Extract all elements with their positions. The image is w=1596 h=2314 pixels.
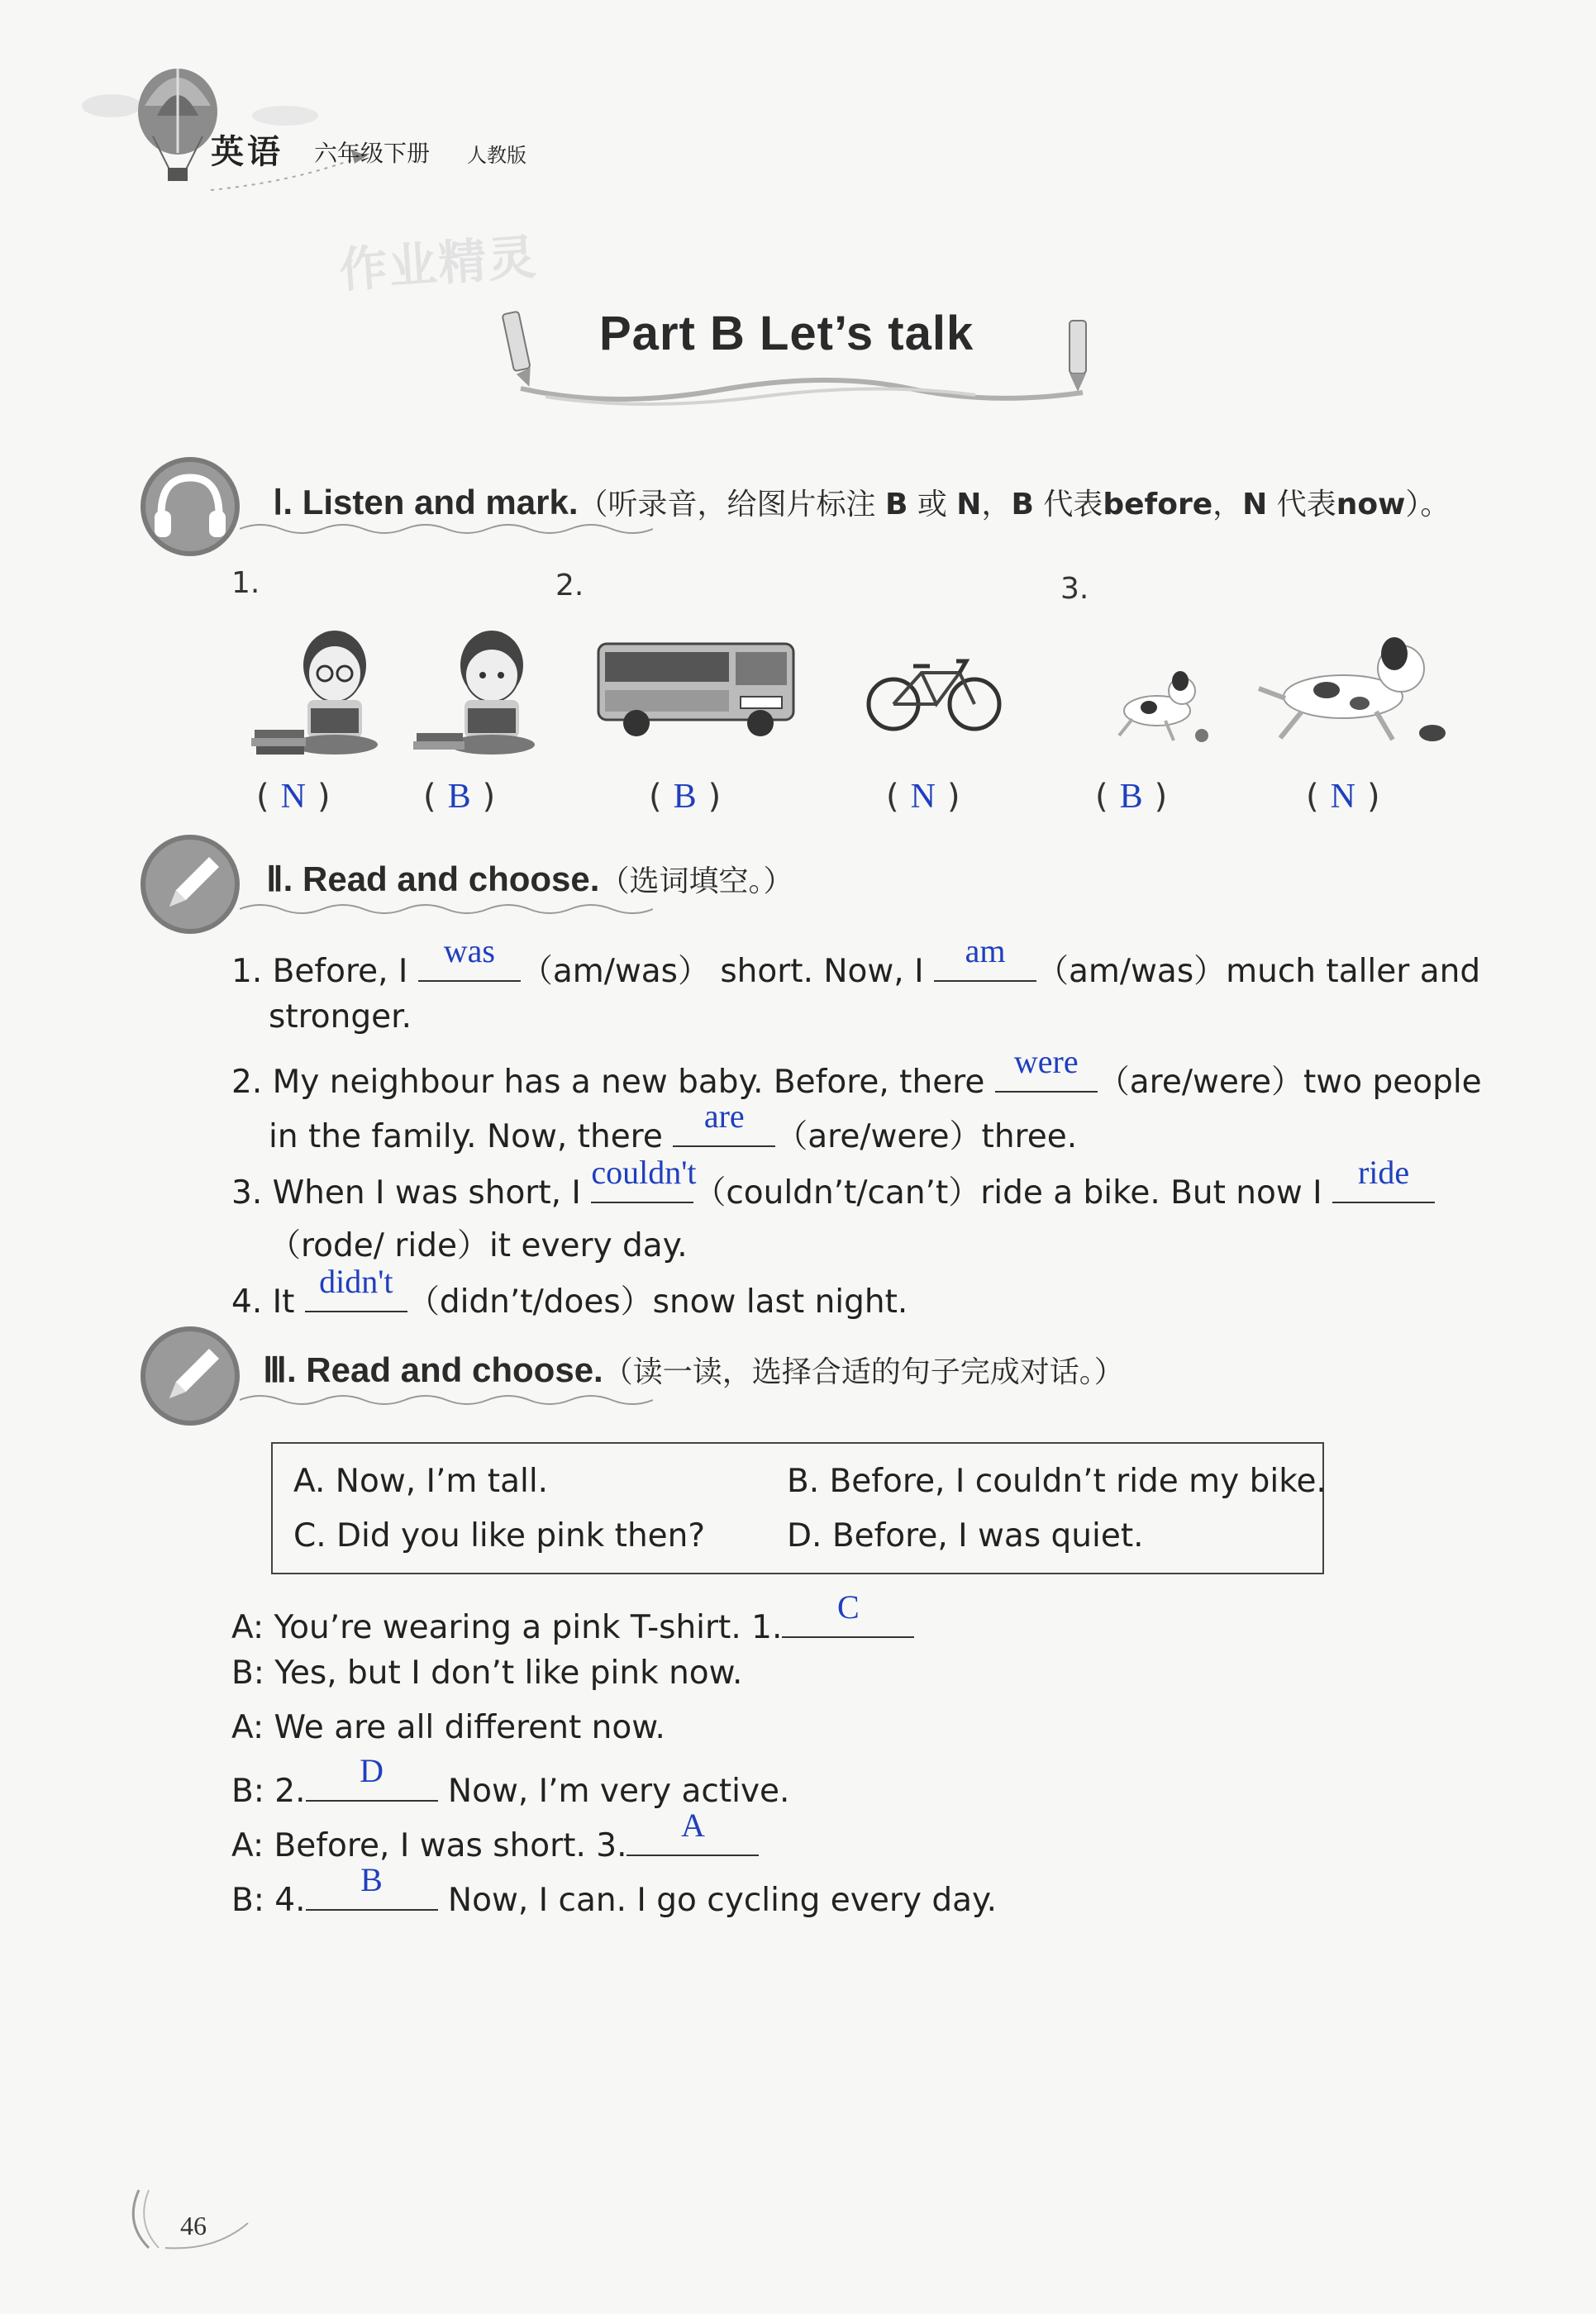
dialogue-line-2: B: Yes, but I don’t like pink now. — [231, 1655, 743, 1692]
section2-title — [266, 858, 793, 900]
bicycle-picture — [864, 645, 1004, 736]
answer-1-1: ( N ) — [256, 778, 331, 816]
answer-3-1-value: B — [1119, 778, 1143, 816]
blank-2-1-b[interactable]: am — [934, 944, 1036, 982]
question-2-1: 1. Before, I was （am/was） short. Now, I am （am/was）much taller and — [231, 932, 1481, 990]
section2-title-text: Ⅱ. Read and choose. — [266, 859, 600, 898]
section1-title-text: Ⅰ. Listen and mark. — [273, 483, 579, 521]
blank-2-2-a[interactable]: were — [995, 1055, 1098, 1093]
item-number-1: 1. — [231, 566, 260, 600]
blank-2-2-b[interactable]: are — [673, 1109, 775, 1147]
pencil-decoration-right-icon — [1058, 314, 1099, 397]
subject-label: 英语 — [211, 133, 283, 171]
dialogue-blank-4[interactable]: B — [306, 1873, 438, 1911]
dialogue-line-1: A: You’re wearing a pink T-shirt. 1. C — [231, 1600, 914, 1646]
option-b: B. Before, I couldn’t ride my bike. — [787, 1463, 1327, 1500]
section3-instruction: （读一读，选择合适的句子完成对话。） — [603, 1355, 1124, 1389]
boy-reading-picture-2 — [413, 607, 537, 760]
answer-3-1: ( B ) — [1095, 778, 1168, 816]
dialogue-line-4: B: 2. D Now, I’m very active. — [231, 1752, 790, 1810]
answer-2-1: ( B ) — [649, 778, 722, 816]
options-box — [271, 1442, 1324, 1574]
dialogue-blank-2[interactable]: D — [306, 1764, 438, 1802]
headphones-icon — [136, 453, 244, 560]
blank-2-1-a[interactable]: was — [418, 944, 521, 982]
pencil-circle-icon-2 — [136, 1322, 244, 1430]
answer-1-2-value: B — [447, 778, 471, 816]
answer-1-1-value: N — [280, 778, 306, 816]
question-2-2: 2. My neighbour has a new baby. Before, there were （are/were）two people — [231, 1043, 1482, 1101]
section1-instruction: （听录音，给图片标注 B 或 N，B 代表before，N 代表now）。 — [578, 488, 1451, 521]
answer-1-2: ( B ) — [423, 778, 496, 816]
question-2-2-cont: in the family. Now, there are （are/were）three. — [269, 1097, 1078, 1155]
answer-3-2-value: N — [1330, 778, 1355, 816]
option-a: A. Now, I’m tall. — [293, 1463, 549, 1500]
answer-2-1-value: B — [673, 778, 697, 816]
option-c: C. Did you like pink then? — [293, 1517, 706, 1555]
dialogue-blank-3[interactable]: A — [626, 1818, 759, 1856]
blank-2-3-b[interactable]: ride — [1332, 1165, 1435, 1203]
part-title: Part B Let’s talk — [599, 307, 974, 360]
section3-title — [263, 1349, 1124, 1391]
section3-divider — [240, 1392, 653, 1408]
answer-2-2: ( N ) — [886, 778, 960, 816]
question-2-4: 4. It didn't （didn’t/does）snow last night. — [231, 1263, 908, 1321]
section2-instruction: （选词填空。） — [599, 864, 793, 898]
page-number: 46 — [180, 2211, 207, 2240]
grade-label: 六年级下册 — [314, 140, 431, 167]
blank-2-4-a[interactable]: didn't — [305, 1274, 407, 1312]
dialogue-line-3: A: We are all different now. — [231, 1709, 665, 1746]
dialogue-line-6: B: 4. B Now, I can. I go cycling every day. — [231, 1861, 997, 1919]
section3-title-text: Ⅲ. Read and choose. — [263, 1350, 603, 1389]
bus-picture — [595, 632, 802, 744]
blank-2-3-a[interactable]: couldn't — [591, 1165, 693, 1203]
item-number-3: 3. — [1060, 572, 1089, 606]
edition-label: 人教版 — [467, 144, 526, 167]
section2-divider — [240, 901, 653, 917]
answer-3-2: ( N ) — [1306, 778, 1380, 816]
dialogue-blank-1[interactable]: C — [782, 1600, 914, 1638]
watermark: 作业精灵 — [337, 228, 540, 299]
question-2-1-cont: stronger. — [269, 998, 412, 1036]
section1-divider — [240, 521, 653, 537]
pencil-circle-icon — [136, 831, 244, 938]
option-d: D. Before, I was quiet. — [787, 1517, 1144, 1555]
question-2-3-cont: （rode/ ride）it every day. — [269, 1227, 688, 1264]
small-dog-picture — [1099, 661, 1215, 752]
answer-2-2-value: N — [910, 778, 936, 816]
item-number-2: 2. — [555, 569, 584, 602]
dialogue-line-5: A: Before, I was short. 3. A — [231, 1818, 759, 1864]
wave-underline-icon — [512, 372, 1091, 413]
big-dog-picture — [1252, 632, 1459, 756]
question-2-3: 3. When I was short, I couldn't （couldn’t/can’t）ride a bike. But now I ride — [231, 1165, 1435, 1213]
boy-reading-picture-1 — [248, 607, 380, 760]
section1-title — [273, 481, 1450, 523]
